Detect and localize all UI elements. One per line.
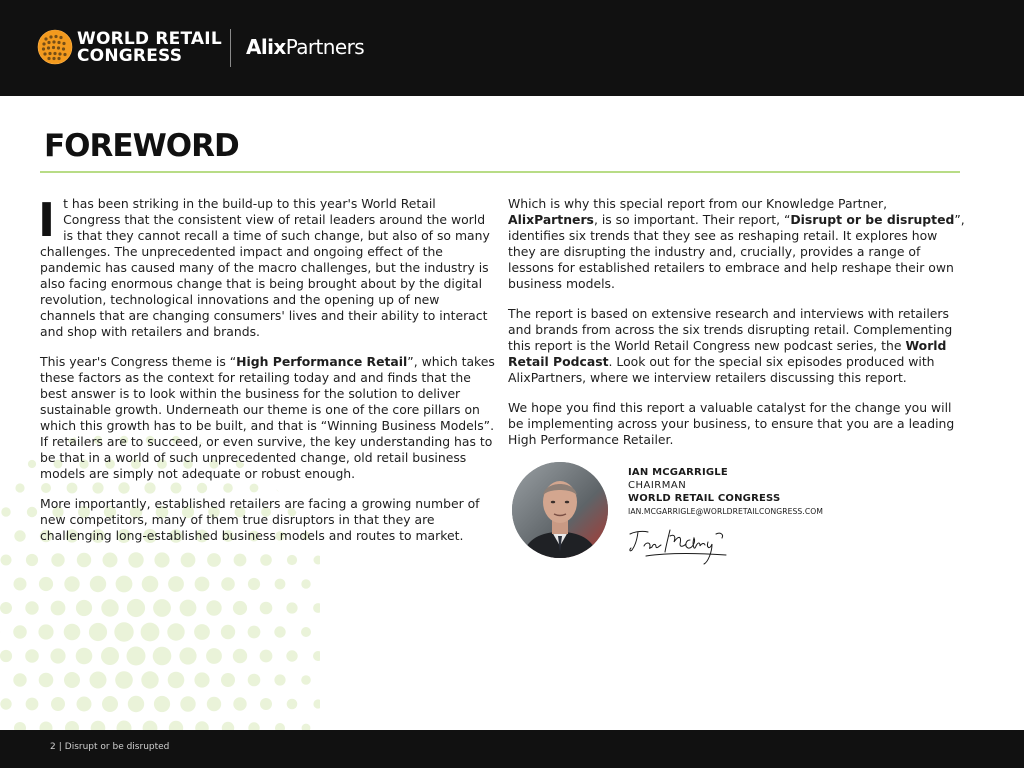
decorative-dot	[274, 626, 285, 637]
decorative-dot	[14, 722, 26, 730]
paragraph-closing: We hope you find this report a valuable catalyst for the change you will be implementing across your business, to ensure that you are a leading High Performance Retailer.	[508, 400, 955, 447]
decorative-dot	[76, 600, 92, 616]
decorative-dot	[301, 579, 310, 588]
handwritten-signature-icon	[626, 522, 736, 566]
paragraph-theme-part-b: ”, which takes these factors as the context for retailing today and and finds that the best answer is to look within the business for the solution to deliver sustainable growth. Underneath our theme is one of the core pillars on which this growth has to be built, and that is “Winning Business Models”. If retailers are to succeed, or even survive, the key understanding has to be that in a world of such unprecedented change, old retail business models are simply not adequate or robust enough.	[40, 354, 495, 481]
decorative-dot	[206, 648, 222, 664]
decorative-dot	[180, 600, 197, 617]
decorative-dot	[153, 647, 172, 666]
partner-logo-bold: Alix	[246, 35, 286, 59]
decorative-dot	[260, 602, 273, 615]
page-header	[0, 0, 1024, 96]
foreword-left-column	[38, 193, 496, 558]
decorative-dot	[27, 507, 37, 517]
decorative-dot	[143, 721, 158, 730]
world-retail-congress-logo-text	[77, 31, 222, 65]
header-divider	[230, 29, 231, 67]
decorative-dot	[64, 672, 80, 688]
decorative-dot	[91, 721, 106, 730]
decorative-dot	[313, 699, 320, 708]
drop-cap: I	[38, 193, 56, 247]
decorative-dot	[26, 554, 38, 566]
decorative-dot	[0, 698, 11, 709]
paragraph-theme	[40, 354, 496, 482]
page-footer	[0, 730, 1024, 768]
decorative-dot	[114, 622, 133, 641]
page-number: 2	[50, 742, 56, 752]
avatar	[512, 462, 608, 558]
decorative-dot	[141, 671, 158, 688]
report-name: Disrupt or be disrupted	[790, 212, 955, 227]
decorative-dot	[50, 648, 65, 663]
paragraph-podcast-part-a: The report is based on extensive research and interviews with retailers and brands from across the six trends disrupting retail. Complementing this report is the World Retail Congress new podcast series, the	[508, 306, 953, 353]
decorative-dot	[301, 627, 311, 637]
signatory-email: IAN.MCGARRIGLE@WORLDRETAILCONGRESS.COM	[628, 507, 823, 516]
foreword-right-column	[508, 196, 966, 462]
theme-name: High Performance Retail	[236, 354, 408, 369]
decorative-dot	[64, 576, 79, 591]
decorative-dot	[248, 626, 261, 639]
decorative-dot	[221, 673, 235, 687]
decorative-dot	[65, 721, 79, 730]
decorative-dot	[222, 722, 234, 730]
signatory-name: IAN MCGARRIGLE	[628, 467, 728, 478]
paragraph-report-part-a: Which is why this special report from our Knowledge Partner,	[508, 196, 888, 211]
decorative-dot	[275, 723, 285, 730]
decorative-dot	[207, 697, 221, 711]
decorative-dot	[90, 576, 106, 592]
podcast-name: World Retail Podcast	[508, 338, 947, 369]
paragraph-report-part-b: , is so important. Their report, “	[593, 212, 791, 227]
decorative-dot	[248, 722, 259, 730]
decorative-dot	[51, 601, 66, 616]
decorative-dot	[194, 672, 209, 687]
decorative-dot	[51, 697, 65, 711]
decorative-dot	[89, 623, 107, 641]
decorative-dot	[38, 624, 53, 639]
decorative-dot	[260, 698, 272, 710]
decorative-dot	[154, 696, 170, 712]
partner-name: AlixPartners	[508, 212, 594, 227]
decorative-dot	[195, 577, 210, 592]
decorative-dot	[168, 672, 185, 689]
decorative-dot	[2, 460, 9, 467]
decorative-dot	[1, 555, 12, 566]
portrait-photo-icon	[512, 462, 608, 558]
page-title: FOREWORD	[44, 128, 239, 164]
decorative-dot	[313, 651, 320, 661]
decorative-dot	[117, 721, 132, 731]
decorative-dot	[167, 623, 184, 640]
decorative-dot	[14, 578, 27, 591]
decorative-dot	[221, 577, 235, 591]
decorative-dot	[221, 625, 235, 639]
decorative-dot	[14, 530, 25, 541]
paragraph-intro	[38, 193, 496, 340]
decorative-dot	[233, 697, 246, 710]
brand-line-2: CONGRESS	[77, 46, 183, 66]
decorative-dot	[101, 647, 119, 665]
paragraph-report	[508, 196, 966, 292]
world-retail-congress-globe-icon	[37, 29, 73, 65]
decorative-dot	[25, 649, 39, 663]
paragraph-theme-part-a: This year's Congress theme is “	[40, 354, 237, 369]
decorative-dot	[142, 576, 159, 593]
decorative-dot	[77, 697, 92, 712]
decorative-dot	[64, 624, 81, 641]
decorative-dot	[102, 696, 118, 712]
decorative-dot	[248, 578, 260, 590]
decorative-dot	[179, 647, 196, 664]
decorative-dot	[127, 647, 146, 666]
paragraph-competitors: More importantly, established retailers are facing a growing number of new competitors, many of them true disruptors in that they are challenging long-established business models and routes to market.	[40, 496, 480, 543]
decorative-dot	[248, 674, 261, 687]
decorative-dot	[28, 460, 36, 468]
decorative-dot	[141, 623, 160, 642]
decorative-dot	[180, 696, 195, 711]
decorative-dot	[286, 602, 297, 613]
paragraph-report-part-c: ”, identifies six trends that they see as reshaping retail. It explores how they are disrupting the industry and, crucially, provides a range of lessons for established retailers to embrace and help reshape their own business models.	[508, 212, 965, 291]
brand-line-1: WORLD RETAIL	[77, 29, 222, 49]
decorative-dot	[17, 437, 24, 444]
decorative-dot	[128, 696, 144, 712]
paragraph-intro-text: t has been striking in the build-up to this year's World Retail Congress that the consistent view of retail leaders around the world is that they cannot recall a time of such change, but also of so many challenges. The unprecedented impact and ongoing effect of the pandemic has caused many of the macro challenges, but the industry is also facing enormous change that is being brought about by the digital revolution, technological innovations and the opening up of new channels that are changing consumers' lives and their ability to interact and shop with retailers and brands.	[40, 196, 490, 339]
decorative-dot	[153, 599, 171, 617]
decorative-dot	[115, 671, 133, 689]
decorative-dot	[26, 698, 39, 711]
decorative-dot	[274, 674, 285, 685]
decorative-dot	[206, 600, 221, 615]
decorative-dot	[40, 722, 53, 731]
decorative-dot	[13, 673, 26, 686]
decorative-dot	[169, 721, 183, 730]
report-title: Disrupt or be disrupted	[64, 742, 170, 752]
decorative-dot	[0, 602, 12, 614]
decorative-dot	[313, 603, 320, 613]
decorative-dot	[15, 483, 24, 492]
footer-text	[50, 741, 169, 753]
decorative-dot	[168, 576, 184, 592]
decorative-dot	[25, 601, 38, 614]
paragraph-podcast-part-b: . Look out for the special six episodes produced with AlixPartners, where we interview retailers discussing this report.	[508, 354, 935, 385]
decorative-dot	[287, 699, 298, 710]
decorative-dot	[233, 649, 247, 663]
signatory-block	[510, 460, 960, 570]
decorative-dot	[1, 507, 10, 516]
decorative-dot	[90, 672, 107, 689]
decorative-dot	[116, 576, 133, 593]
title-underline	[40, 171, 960, 173]
decorative-dot	[233, 601, 247, 615]
alixpartners-logo	[246, 34, 364, 60]
decorative-dot	[39, 673, 54, 688]
paragraph-podcast	[508, 306, 966, 386]
decorative-dot	[13, 625, 27, 639]
decorative-dot	[0, 650, 12, 662]
decorative-dot	[286, 650, 297, 661]
decorative-dot	[194, 624, 210, 640]
signatory-role: CHAIRMAN	[628, 480, 687, 491]
footer-separator: |	[58, 742, 62, 752]
decorative-dot	[76, 648, 93, 665]
decorative-dot	[301, 675, 311, 685]
decorative-dot	[127, 599, 145, 617]
decorative-dot	[101, 599, 118, 616]
signatory-organization: WORLD RETAIL CONGRESS	[628, 493, 781, 504]
partner-logo-rest: Partners	[285, 35, 365, 59]
decorative-dot	[260, 650, 273, 663]
decorative-dot	[39, 577, 53, 591]
decorative-dot	[275, 579, 286, 590]
decorative-dot	[195, 721, 209, 730]
